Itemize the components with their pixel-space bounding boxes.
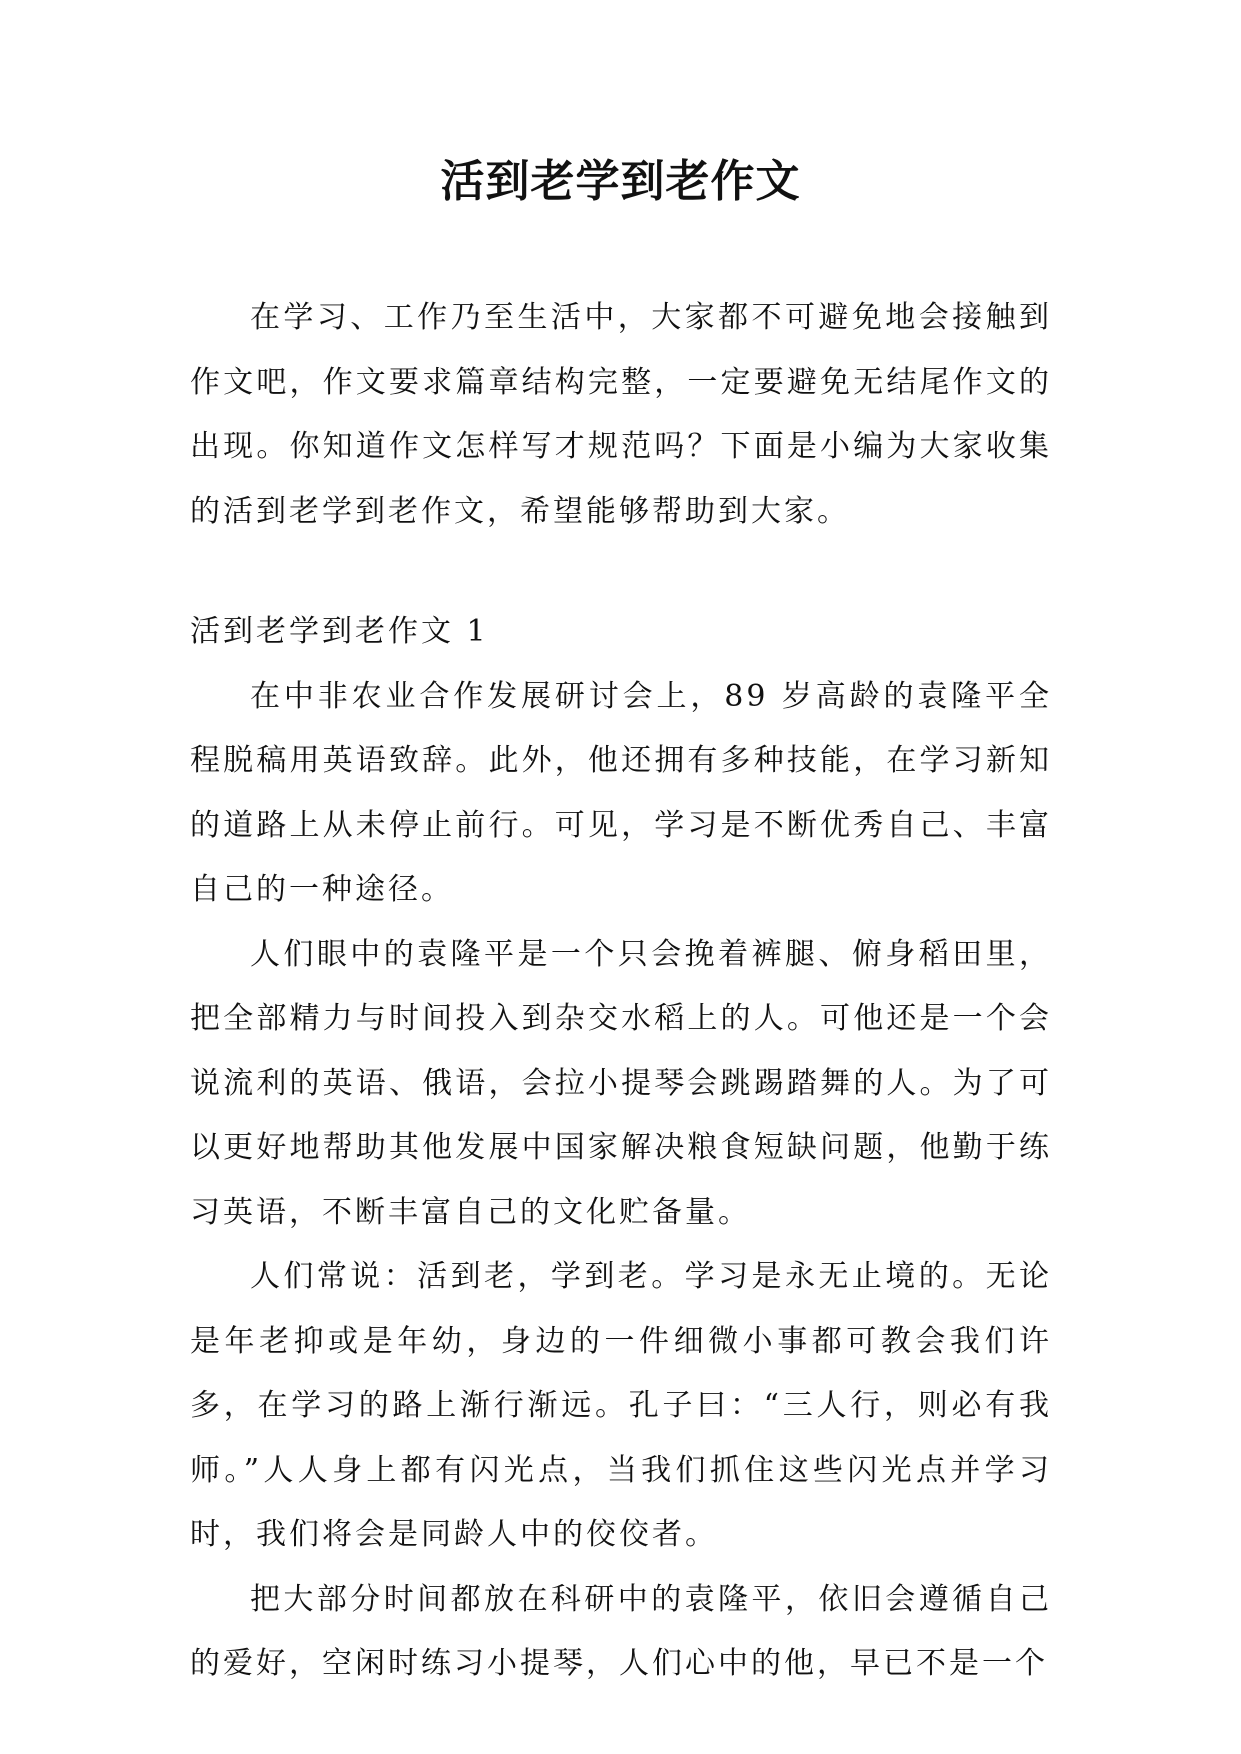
document-title: 活到老学到老作文 — [440, 156, 801, 207]
body-paragraph: 在中非农业合作发展研讨会上，89 岁高龄的袁隆平全程脱稿用英语致辞。此外，他还拥有多种技能，在学习新知的道路上从未停止前行。可见，学习是不断优秀自己、丰富自己的一种途径。 — [190, 678, 1052, 907]
body-paragraph: 人们眼中的袁隆平是一个只会挽着裤腿、俯身稻田里，把全部精力与时间投入到杂交水稻上的人。可他还是一个会说流利的英语、俄语，会拉小提琴会跳踢踏舞的人。为了可以更好地帮助其他发展中国家解决粮食短缺问题，他勤于练习英语，不断丰富自己的文化贮备量。 — [190, 936, 1052, 1230]
intro-paragraph: 在学习、工作乃至生活中，大家都不可避免地会接触到作文吧，作文要求篇章结构完整，一定要避免无结尾作文的出现。你知道作文怎样写才规范吗？下面是小编为大家收集的活到老学到老作文，希望能够帮助到大家。 — [190, 300, 1052, 529]
body-paragraph: 把大部分时间都放在科研中的袁隆平，依旧会遵循自己的爱好，空闲时练习小提琴，人们心中的他，早已不是一个 — [190, 1581, 1052, 1681]
section-heading: 活到老学到老作文 1 — [190, 614, 489, 649]
document-body — [190, 286, 1052, 1697]
body-paragraph: 人们常说：活到老，学到老。学习是永无止境的。无论是年老抑或是年幼，身边的一件细微小事都可教会我们许多，在学习的路上渐行渐远。孔子曰：“三人行，则必有我师。”人人身上都有闪光点，当我们抓住这些闪光点并学习时，我们将会是同龄人中的佼佼者。 — [190, 1259, 1052, 1552]
